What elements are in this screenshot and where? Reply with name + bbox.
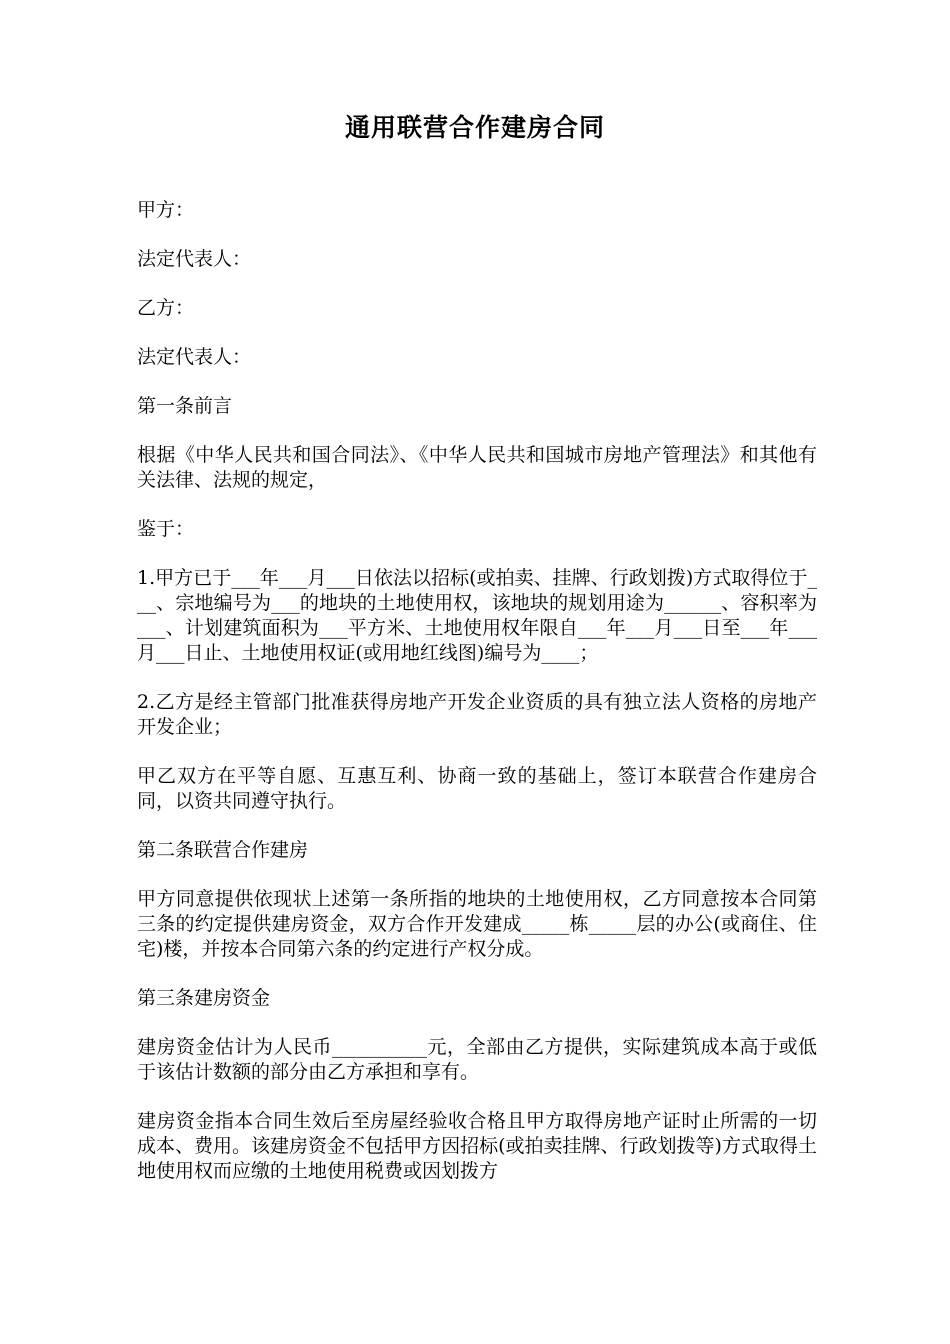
party-a-representative: 法定代表人：: [137, 248, 252, 270]
article-heading: 第二条联营合作建房: [137, 839, 309, 861]
article-heading: 第一条前言: [137, 395, 233, 417]
paragraph: 1.甲方已于___年___月___日依法以招标(或拍卖、挂牌、行政划拨)方式取得位于___、宗地编号为___的地块的土地使用权，该地块的规划用途为______、容积率为___、计划建筑面积为___平方米、土地使用权年限自___年___月___日至___年___月___日止、土地使用权证(或用地红线图)编号为____；: [137, 567, 817, 664]
paragraph: 根据《中华人民共和国合同法》、《中华人民共和国城市房地产管理法》和其他有关法律、法规的规定，: [137, 444, 817, 491]
paragraph: 鉴于：: [137, 518, 195, 540]
paragraph: 建房资金估计为人民币__________元，全部由乙方提供，实际建筑成本高于或低于该估计数额的部分由乙方承担和享有。: [137, 1036, 817, 1083]
document-body: [137, 198, 817, 1208]
party-a-label: 甲方：: [137, 199, 195, 221]
paragraph: 甲方同意提供依现状上述第一条所指的地块的土地使用权，乙方同意按本合同第三条的约定提供建房资金，双方合作开发建成_____栋_____层的办公(或商住、住宅)楼，并按本合同第六条的约定进行产权分成。: [137, 888, 817, 960]
party-b-representative: 法定代表人：: [137, 346, 252, 368]
article-heading: 第三条建房资金: [137, 987, 271, 1009]
paragraph: 建房资金指本合同生效后至房屋经验收合格且甲方取得房地产证时止所需的一切成本、费用。该建房资金不包括甲方因招标(或拍卖挂牌、行政划拨等)方式取得土地使用权而应缴的土地使用税费或因划拨方: [137, 1110, 817, 1182]
document-title: 通用联营合作建房合同: [344, 113, 605, 142]
paragraph: 2.乙方是经主管部门批准获得房地产开发企业资质的具有独立法人资格的房地产开发企业；: [137, 691, 817, 738]
party-b-label: 乙方：: [137, 297, 195, 319]
paragraph: 甲乙双方在平等自愿、互惠互利、协商一致的基础上，签订本联营合作建房合同，以资共同遵守执行。: [137, 765, 817, 812]
